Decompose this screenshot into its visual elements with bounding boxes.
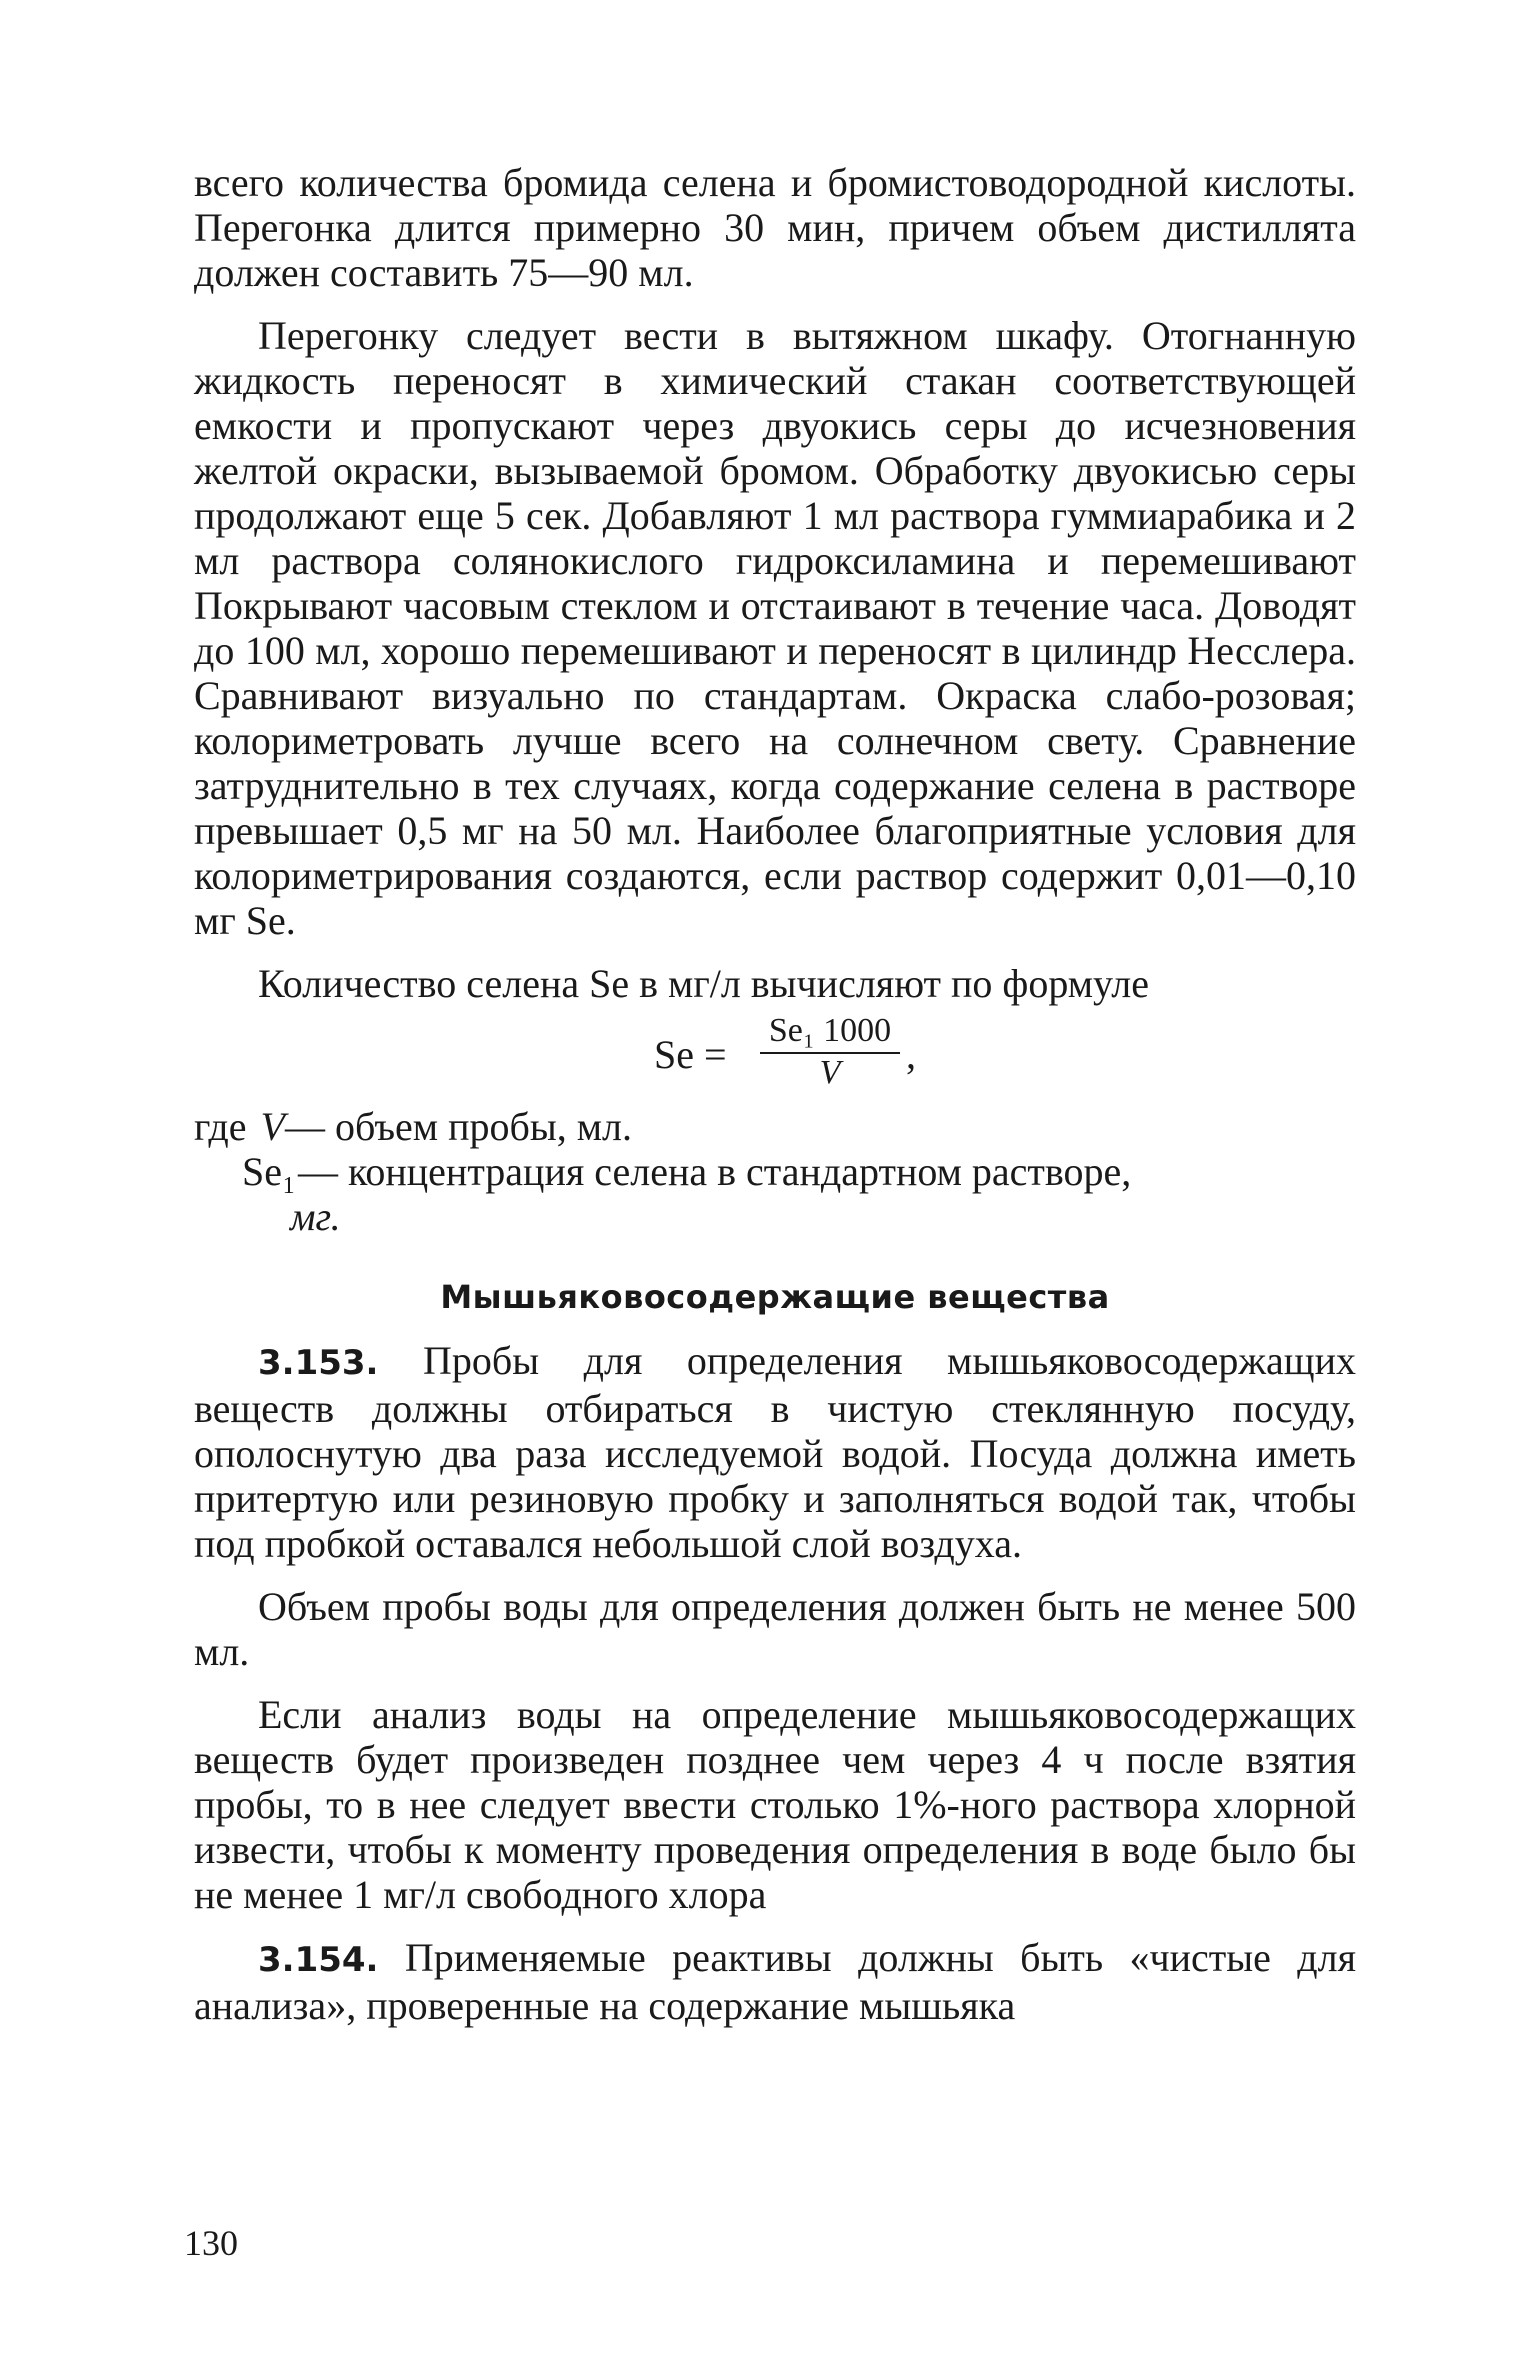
selenium-formula	[194, 1012, 1356, 1096]
page-number: 130	[184, 2223, 238, 2263]
definition-v	[194, 1104, 1356, 1149]
item-3-154-text: Применяемые реактивы должны быть «чистые для анализа», проверенные на содержание мышьяка	[194, 1935, 1357, 2028]
formula-comma: ,	[906, 1032, 916, 1077]
definition-lead: где	[194, 1104, 247, 1149]
page-body	[194, 160, 1356, 2046]
definition-v-text: — объем пробы, мл.	[284, 1104, 632, 1149]
item-3-154	[194, 1935, 1356, 2028]
definition-v-symbol: V	[260, 1104, 285, 1149]
paragraph-distillation-procedure: Перегонку следует вести в вытяжном шкафу. Отогнанную жидкость переносят в химический стакан соответствующей емкости и пропускают через двуокись серы до исчезновения желтой окраски, вызываемой бромом. Обработку двуокисью серы продолжают еще 5 сек. Добавляют 1 мл раствора гуммиарабика и 2 мл раствора солянокислого гидроксиламина и перемешивают Покрывают часовым стеклом и отстаивают в течение часа. Доводят до 100 мл, хорошо перемешивают и переносят в цилиндр Несслера. Сравнивают визуально по стандартам. Окраска слабо-розовая; колориметровать лучше всего на солнечном свету. Сравнение затруднительно в тех случаях, когда содержание селена в растворе превышает 0,5 мг на 50 мл. Наиболее благоприятные условия для колориметрирования создаются, если раствор содержит 0,01—0,10 мг Se.	[194, 313, 1356, 943]
formula-denominator: V	[819, 1054, 841, 1091]
formula-fraction	[760, 1012, 900, 1092]
definition-se1	[194, 1149, 1356, 1194]
formula-lhs: Se =	[654, 1032, 727, 1077]
definition-se1-unit: мг.	[290, 1194, 341, 1239]
formula-numerator: Se₁ 1000	[760, 1012, 900, 1054]
item-3-153-text: Пробы для определения мышьяковосодержащих веществ должны отбираться в чистую стеклянную посуду, ополоснутую два раза исследуемой водой. Посуда должна иметь притертую или резиновую пробку и заполняться водой так, чтобы под пробкой оставался небольшой слой воздуха.	[194, 1338, 1357, 1566]
formula-definitions	[194, 1104, 1356, 1239]
section-heading: Мышьяковосодержащие вещества	[440, 1278, 1110, 1316]
item-3-153-label: 3.153.	[258, 1343, 379, 1383]
item-3-154-label: 3.154.	[258, 1940, 379, 1980]
item-3-153	[194, 1338, 1356, 1566]
paragraph-sample-volume: Объем пробы воды для определения должен быть не менее 500 мл.	[194, 1584, 1356, 1674]
paragraph-formula-intro: Количество селена Se в мг/л вычисляют по формуле	[258, 961, 1150, 1006]
paragraph-chlorine: Если анализ воды на определение мышьяковосодержащих веществ будет произведен позднее чем через 4 ч после взятия пробы, то в нее следует ввести столько 1%-ного раствора хлорной извести, чтобы к моменту проведения определения в воде было бы не менее 1 мг/л свободного хлора	[194, 1692, 1356, 1917]
definition-se1-symbol: Se₁	[242, 1149, 296, 1194]
definition-se1-text: — концентрация селена в стандартном растворе,	[297, 1149, 1132, 1194]
paragraph-distillation-intro: всего количества бромида селена и бромистоводородной кислоты. Перегонка длится примерно 30 мин, причем объем дистиллята должен составить 75—90 мл.	[194, 160, 1356, 295]
